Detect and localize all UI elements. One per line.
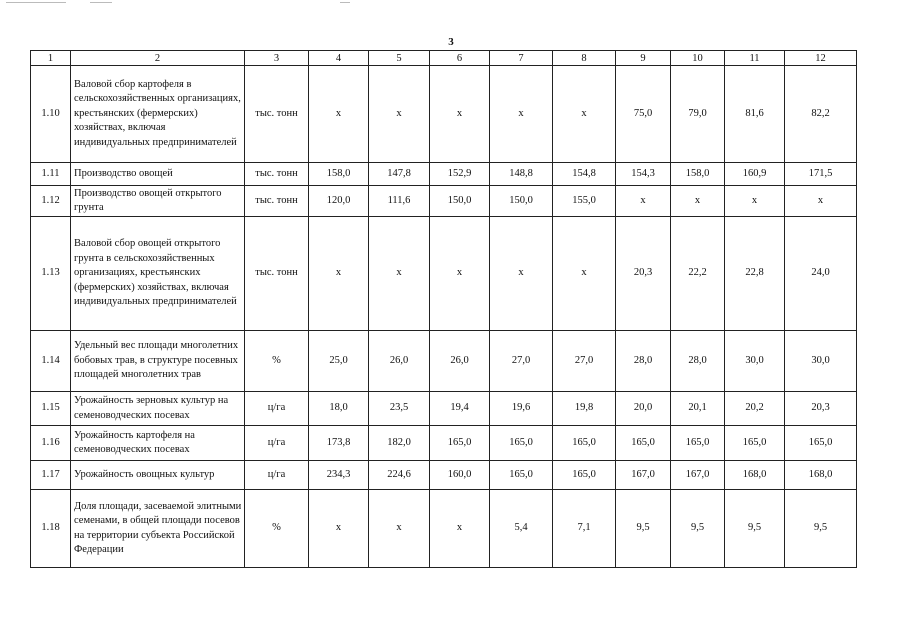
value-cell: 165,0	[553, 426, 616, 461]
value-cell: 22,8	[725, 217, 785, 331]
column-number: 3	[245, 51, 309, 66]
column-number: 12	[785, 51, 857, 66]
row-number: 1.18	[31, 490, 71, 568]
page-number: 3	[448, 36, 454, 48]
column-number: 7	[490, 51, 553, 66]
value-cell: 20,1	[671, 392, 725, 426]
column-number: 1	[31, 51, 71, 66]
column-number: 4	[309, 51, 369, 66]
value-cell: x	[553, 217, 616, 331]
column-number: 2	[71, 51, 245, 66]
value-cell: 9,5	[616, 490, 671, 568]
value-cell: x	[671, 186, 725, 217]
value-cell: 160,0	[430, 461, 490, 490]
value-cell: 30,0	[785, 331, 857, 392]
column-number: 8	[553, 51, 616, 66]
value-cell: 28,0	[616, 331, 671, 392]
value-cell: x	[369, 66, 430, 163]
value-cell: x	[430, 66, 490, 163]
value-cell: 158,0	[671, 163, 725, 186]
unit: тыс. тонн	[245, 186, 309, 217]
column-number-row	[31, 51, 857, 66]
value-cell: 148,8	[490, 163, 553, 186]
row-number: 1.10	[31, 66, 71, 163]
column-number: 10	[671, 51, 725, 66]
row-number: 1.17	[31, 461, 71, 490]
value-cell: 171,5	[785, 163, 857, 186]
indicator-name: Удельный вес площади многолетних бобовых трав, в структуре посевных площадей многолетних трав	[71, 331, 245, 392]
indicator-name: Урожайность зерновых культур на семеноводческих посевах	[71, 392, 245, 426]
value-cell: 154,3	[616, 163, 671, 186]
value-cell: 224,6	[369, 461, 430, 490]
value-cell: 155,0	[553, 186, 616, 217]
value-cell: 24,0	[785, 217, 857, 331]
table-row	[31, 426, 857, 461]
value-cell: 20,3	[785, 392, 857, 426]
value-cell: 75,0	[616, 66, 671, 163]
value-cell: 182,0	[369, 426, 430, 461]
value-cell: 28,0	[671, 331, 725, 392]
value-cell: 26,0	[369, 331, 430, 392]
value-cell: 9,5	[785, 490, 857, 568]
value-cell: x	[785, 186, 857, 217]
row-number: 1.14	[31, 331, 71, 392]
value-cell: x	[309, 490, 369, 568]
indicators-table	[30, 50, 857, 568]
value-cell: 25,0	[309, 331, 369, 392]
value-cell: x	[309, 217, 369, 331]
value-cell: 154,8	[553, 163, 616, 186]
value-cell: 160,9	[725, 163, 785, 186]
value-cell: 111,6	[369, 186, 430, 217]
indicator-name: Валовой сбор картофеля в сельскохозяйственных организациях, крестьянских (фермерских) хозяйствах, включая индивидуальных предпринимателей	[71, 66, 245, 163]
column-number: 5	[369, 51, 430, 66]
value-cell: 120,0	[309, 186, 369, 217]
row-number: 1.13	[31, 217, 71, 331]
indicator-name: Производство овощей открытого грунта	[71, 186, 245, 217]
value-cell: 30,0	[725, 331, 785, 392]
value-cell: 150,0	[490, 186, 553, 217]
value-cell: 19,6	[490, 392, 553, 426]
value-cell: 165,0	[490, 426, 553, 461]
indicator-name: Валовой сбор овощей открытого грунта в сельскохозяйственных организациях, крестьянских (фермерских) хозяйствах, включая индивидуальных предпринимателей	[71, 217, 245, 331]
value-cell: 158,0	[309, 163, 369, 186]
value-cell: 150,0	[430, 186, 490, 217]
value-cell: 27,0	[490, 331, 553, 392]
column-number: 11	[725, 51, 785, 66]
value-cell: x	[553, 66, 616, 163]
unit: ц/га	[245, 461, 309, 490]
unit: тыс. тонн	[245, 163, 309, 186]
value-cell: 167,0	[671, 461, 725, 490]
scan-artifact-line	[90, 2, 112, 3]
value-cell: x	[725, 186, 785, 217]
value-cell: 167,0	[616, 461, 671, 490]
value-cell: 19,8	[553, 392, 616, 426]
column-number: 9	[616, 51, 671, 66]
scan-artifact-line	[340, 2, 350, 3]
value-cell: 22,2	[671, 217, 725, 331]
table-row	[31, 217, 857, 331]
table-row	[31, 331, 857, 392]
value-cell: 147,8	[369, 163, 430, 186]
column-number: 6	[430, 51, 490, 66]
table-row	[31, 461, 857, 490]
unit: тыс. тонн	[245, 66, 309, 163]
value-cell: x	[430, 217, 490, 331]
value-cell: 82,2	[785, 66, 857, 163]
value-cell: x	[369, 217, 430, 331]
value-cell: 23,5	[369, 392, 430, 426]
table-row	[31, 490, 857, 568]
table-row	[31, 163, 857, 186]
value-cell: 168,0	[785, 461, 857, 490]
value-cell: x	[430, 490, 490, 568]
value-cell: 81,6	[725, 66, 785, 163]
value-cell: 165,0	[785, 426, 857, 461]
indicator-name: Производство овощей	[71, 163, 245, 186]
value-cell: 79,0	[671, 66, 725, 163]
row-number: 1.11	[31, 163, 71, 186]
value-cell: 152,9	[430, 163, 490, 186]
row-number: 1.15	[31, 392, 71, 426]
value-cell: 7,1	[553, 490, 616, 568]
value-cell: x	[490, 66, 553, 163]
value-cell: 26,0	[430, 331, 490, 392]
unit: %	[245, 331, 309, 392]
value-cell: 165,0	[430, 426, 490, 461]
row-number: 1.16	[31, 426, 71, 461]
scan-artifact-line	[6, 2, 66, 3]
value-cell: 5,4	[490, 490, 553, 568]
value-cell: x	[309, 66, 369, 163]
row-number: 1.12	[31, 186, 71, 217]
value-cell: 165,0	[671, 426, 725, 461]
indicator-name: Урожайность овощных культур	[71, 461, 245, 490]
value-cell: 20,3	[616, 217, 671, 331]
value-cell: 27,0	[553, 331, 616, 392]
table-row	[31, 186, 857, 217]
unit: ц/га	[245, 392, 309, 426]
value-cell: 18,0	[309, 392, 369, 426]
value-cell: 165,0	[616, 426, 671, 461]
value-cell: 20,2	[725, 392, 785, 426]
value-cell: 173,8	[309, 426, 369, 461]
value-cell: 20,0	[616, 392, 671, 426]
unit: тыс. тонн	[245, 217, 309, 331]
value-cell: 9,5	[725, 490, 785, 568]
value-cell: 165,0	[490, 461, 553, 490]
value-cell: x	[369, 490, 430, 568]
value-cell: 234,3	[309, 461, 369, 490]
unit: %	[245, 490, 309, 568]
value-cell: 19,4	[430, 392, 490, 426]
value-cell: x	[616, 186, 671, 217]
table-row	[31, 392, 857, 426]
indicator-name: Урожайность картофеля на семеноводческих посевах	[71, 426, 245, 461]
indicator-name: Доля площади, засеваемой элитными семенами, в общей площади посевов на территории субъекта Российской Федерации	[71, 490, 245, 568]
table-row	[31, 66, 857, 163]
value-cell: x	[490, 217, 553, 331]
value-cell: 165,0	[553, 461, 616, 490]
unit: ц/га	[245, 426, 309, 461]
value-cell: 9,5	[671, 490, 725, 568]
value-cell: 165,0	[725, 426, 785, 461]
value-cell: 168,0	[725, 461, 785, 490]
